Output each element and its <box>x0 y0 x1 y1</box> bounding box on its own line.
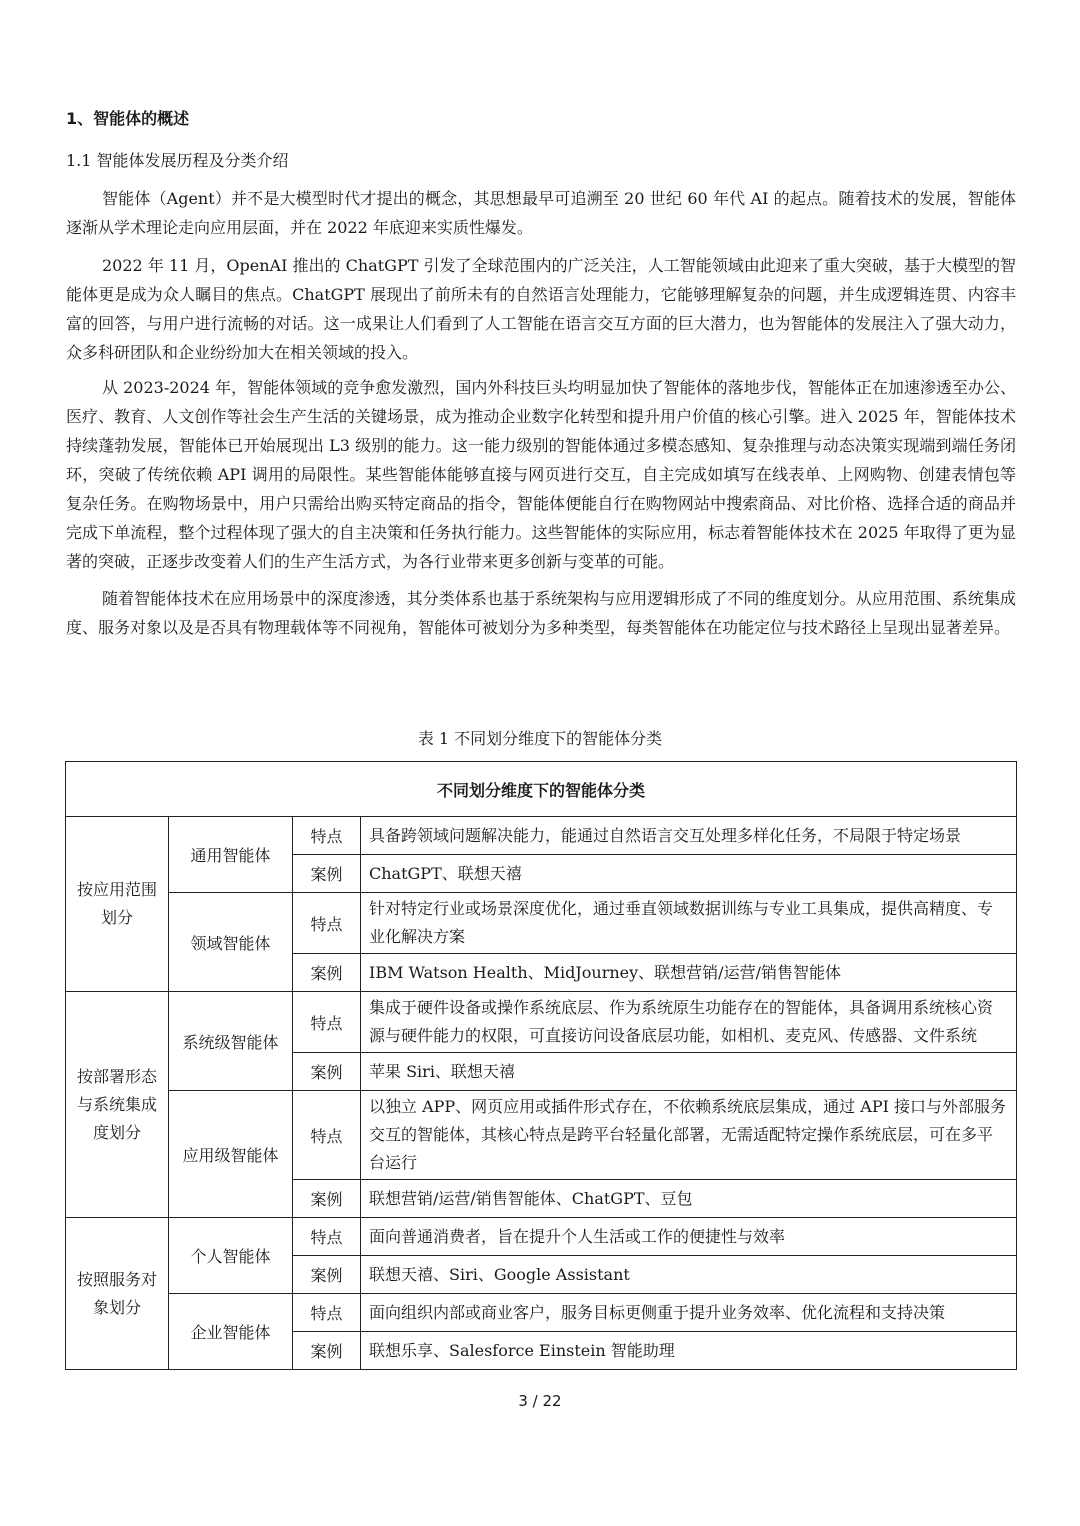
paragraph-2: 2022 年 11 月，OpenAI 推出的 ChatGPT 引发了全球范围内的广泛关注，人工智能领域由此迎来了重大突破，基于大模型的智能体更是成为众人瞩目的焦点。ChatGPT 展现出了前所未有的自然语言处理能力，它能够理解复杂的问题，并生成逻辑连贯、内容丰富的回答，与用户进行流畅的对话。这一成果让人们看到了人工智能在语言交互方面的巨大潜力，也为智能体的发展注入了强大动力，众多科研团队和企业纷纷加大在相关领域的投入。 <box>66 256 1016 362</box>
case-label: 案例 <box>293 1180 361 1218</box>
type-cell: 领域智能体 <box>169 893 293 992</box>
case-cell: IBM Watson Health、MidJourney、联想营销/运营/销售智能体 <box>361 954 1017 992</box>
case-cell: 联想营销/运营/销售智能体、ChatGPT、豆包 <box>361 1180 1017 1218</box>
paragraph-4: 随着智能体技术在应用场景中的深度渗透，其分类体系也基于系统架构与应用逻辑形成了不同的维度划分。从应用范围、系统集成度、服务对象以及是否具有物理载体等不同视角，智能体可被划分为多种类型，每类智能体在功能定位与技术路径上呈现出显著差异。 <box>66 589 1016 637</box>
feature-label: 特点 <box>293 992 361 1053</box>
table-header: 不同划分维度下的智能体分类 <box>66 762 1017 817</box>
table-row <box>66 992 1017 1053</box>
type-cell: 个人智能体 <box>169 1218 293 1294</box>
dimension-cell: 按照服务对象划分 <box>66 1218 169 1370</box>
type-cell: 系统级智能体 <box>169 992 293 1091</box>
table-header-row <box>66 762 1017 817</box>
type-cell: 应用级智能体 <box>169 1091 293 1218</box>
feature-label: 特点 <box>293 1218 361 1256</box>
table-row <box>66 1218 1017 1256</box>
feature-cell: 面向普通消费者，旨在提升个人生活或工作的便捷性与效率 <box>361 1218 1017 1256</box>
case-cell: 联想乐享、Salesforce Einstein 智能助理 <box>361 1332 1017 1370</box>
section-heading: 1、智能体的概述 <box>66 109 190 128</box>
feature-cell: 面向组织内部或商业客户，服务目标更侧重于提升业务效率、优化流程和支持决策 <box>361 1294 1017 1332</box>
case-label: 案例 <box>293 1332 361 1370</box>
paragraph-3: 从 2023-2024 年，智能体领域的竞争愈发激烈，国内外科技巨头均明显加快了智能体的落地步伐，智能体正在加速渗透至办公、医疗、教育、人文创作等社会生产生活的关键场景，成为推动企业数字化转型和提升用户价值的核心引擎。进入 2025 年，智能体技术持续蓬勃发展，智能体已开始展现出 L3 级别的能力。这一能力级别的智能体通过多模态感知、复杂推理与动态决策实现端到端任务闭环，突破了传统依赖 API 调用的局限性。某些智能体能够直接与网页进行交互，自主完成如填写在线表单、上网购物、创建表情包等复杂任务。在购物场景中，用户只需给出购买特定商品的指令，智能体便能自行在购物网站中搜索商品、对比价格、选择合适的商品并完成下单流程，整个过程体现了强大的自主决策和任务执行能力。这些智能体的实际应用，标志着智能体技术在 2025 年取得了更为显著的突破，正逐步改变着人们的生产生活方式，为各行业带来更多创新与变革的可能。 <box>66 378 1016 571</box>
table-caption: 表 1 不同划分维度下的智能体分类 <box>417 729 663 748</box>
case-label: 案例 <box>293 1256 361 1294</box>
feature-label: 特点 <box>293 1091 361 1180</box>
table-row <box>66 893 1017 954</box>
dimension-cell: 按部署形态与系统集成度划分 <box>66 992 169 1218</box>
feature-cell: 集成于硬件设备或操作系统底层、作为系统原生功能存在的智能体，具备调用系统核心资源与硬件能力的权限，可直接访问设备底层功能，如相机、麦克风、传感器、文件系统 <box>361 992 1017 1053</box>
case-label: 案例 <box>293 1053 361 1091</box>
feature-cell: 具备跨领域问题解决能力，能通过自然语言交互处理多样化任务，不局限于特定场景 <box>361 817 1017 855</box>
case-label: 案例 <box>293 954 361 992</box>
subsection-heading: 1.1 智能体发展历程及分类介绍 <box>66 151 289 170</box>
table-row <box>66 1091 1017 1180</box>
dimension-cell: 按应用范围划分 <box>66 817 169 992</box>
case-label: 案例 <box>293 855 361 893</box>
classification-table <box>65 761 1017 1370</box>
type-cell: 通用智能体 <box>169 817 293 893</box>
case-cell: ChatGPT、联想天禧 <box>361 855 1017 893</box>
type-cell: 企业智能体 <box>169 1294 293 1370</box>
feature-label: 特点 <box>293 817 361 855</box>
feature-label: 特点 <box>293 893 361 954</box>
case-cell: 苹果 Siri、联想天禧 <box>361 1053 1017 1091</box>
paragraph-1: 智能体（Agent）并不是大模型时代才提出的概念，其思想最早可追溯至 20 世纪 60 年代 AI 的起点。随着技术的发展，智能体逐渐从学术理论走向应用层面，并在 2022 年底迎来实质性爆发。 <box>66 189 1016 237</box>
feature-cell: 针对特定行业或场景深度优化，通过垂直领域数据训练与专业工具集成，提供高精度、专业化解决方案 <box>361 893 1017 954</box>
table-row <box>66 1294 1017 1332</box>
table-row <box>66 817 1017 855</box>
page-number: 3 / 22 <box>518 1392 562 1410</box>
feature-label: 特点 <box>293 1294 361 1332</box>
case-cell: 联想天禧、Siri、Google Assistant <box>361 1256 1017 1294</box>
feature-cell: 以独立 APP、网页应用或插件形式存在，不依赖系统底层集成，通过 API 接口与外部服务交互的智能体，其核心特点是跨平台轻量化部署，无需适配特定操作系统底层，可在多平台运行 <box>361 1091 1017 1180</box>
